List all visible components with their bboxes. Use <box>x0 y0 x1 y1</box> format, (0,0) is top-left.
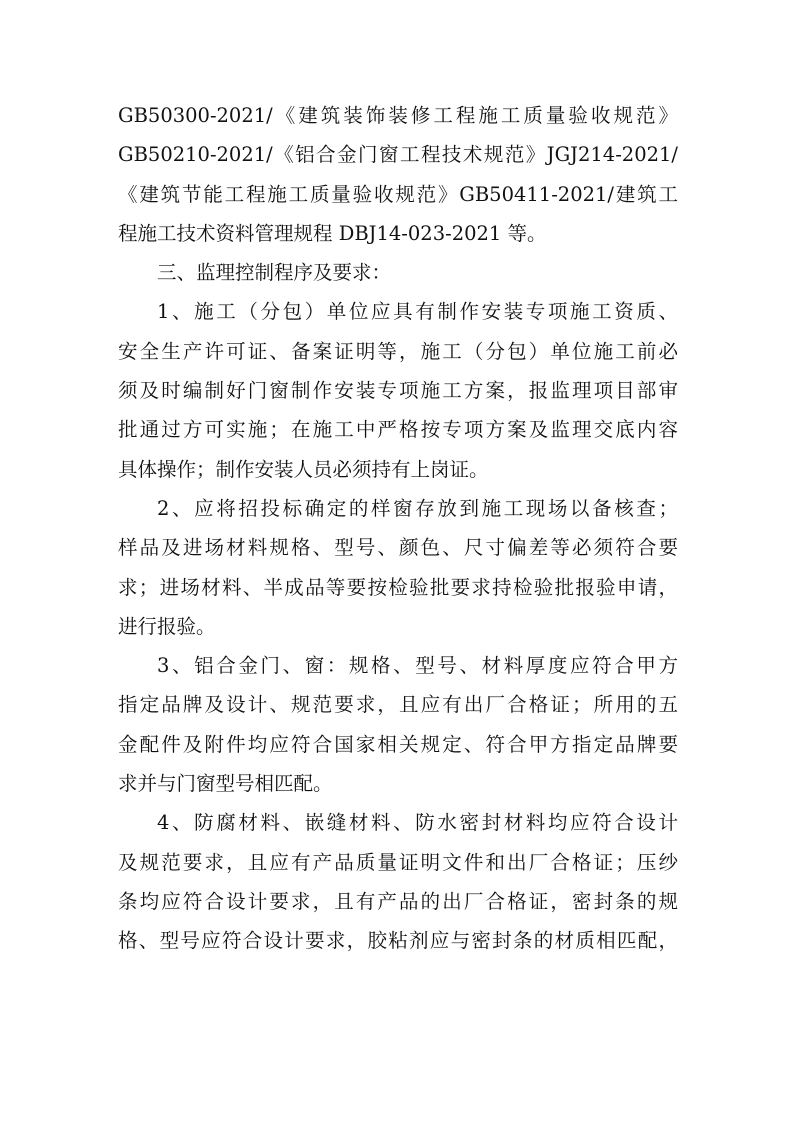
paragraph-item-4 <box>118 803 678 960</box>
text-line: 三、监理控制程序及要求： <box>157 261 392 285</box>
text-line: 金配件及附件均应符合国家相关规定、符合甲方指定品牌要 <box>118 732 678 756</box>
text-line: 程施工技术资料管理规程 DBJ14-023-2021 等。 <box>118 221 547 245</box>
text-line: 具体操作；制作安装人员必须持有上岗证。 <box>118 457 489 481</box>
paragraph-item-3 <box>118 646 678 803</box>
text-line: 批通过方可实施；在施工中严格按专项方案及监理交底内容 <box>118 418 678 442</box>
section-heading <box>118 253 678 292</box>
text-line: 安全生产许可证、备案证明等，施工（分包）单位施工前必 <box>118 339 678 363</box>
text-line: 格、型号应符合设计要求，胶粘剂应与密封条的材质相匹配， <box>118 929 678 953</box>
text-line: 进行报验。 <box>118 614 216 638</box>
text-line: GB50210-2021/《铝合金门窗工程技术规范》JGJ214-2021/ <box>118 143 678 167</box>
text-line: 3、铝合金门、窗：规格、型号、材料厚度应符合甲方 <box>157 654 678 678</box>
paragraph-item-2 <box>118 489 678 646</box>
paragraph-item-1 <box>118 292 678 488</box>
text-line: 条均应符合设计要求，且有产品的出厂合格证，密封条的规 <box>118 889 678 913</box>
text-line: 须及时编制好门窗制作安装专项施工方案，报监理项目部审 <box>118 379 678 403</box>
text-line: GB50300-2021/《建筑装饰装修工程施工质量验收规范》 <box>118 104 678 127</box>
text-line: 样品及进场材料规格、型号、颜色、尺寸偏差等必须符合要 <box>118 536 678 560</box>
text-line: 4、防腐材料、嵌缝材料、防水密封材料均应符合设计 <box>157 811 678 835</box>
text-line: 求；进场材料、半成品等要按检验批要求持检验批报验申请， <box>118 575 678 599</box>
text-line: 2、应将招投标确定的样窗存放到施工现场以备核查； <box>157 496 678 520</box>
text-line: 《建筑节能工程施工质量验收规范》GB50411-2021/建筑工 <box>118 182 678 206</box>
text-line: 指定品牌及设计、规范要求，且应有出厂合格证；所用的五 <box>118 693 678 717</box>
paragraph-standards <box>118 96 678 253</box>
text-line: 及规范要求，且应有产品质量证明文件和出厂合格证；压纱 <box>118 850 678 874</box>
text-line: 1、施工（分包）单位应具有制作安装专项施工资质、 <box>157 300 678 324</box>
document-page <box>118 96 678 961</box>
text-line: 求并与门窗型号相匹配。 <box>118 772 333 796</box>
